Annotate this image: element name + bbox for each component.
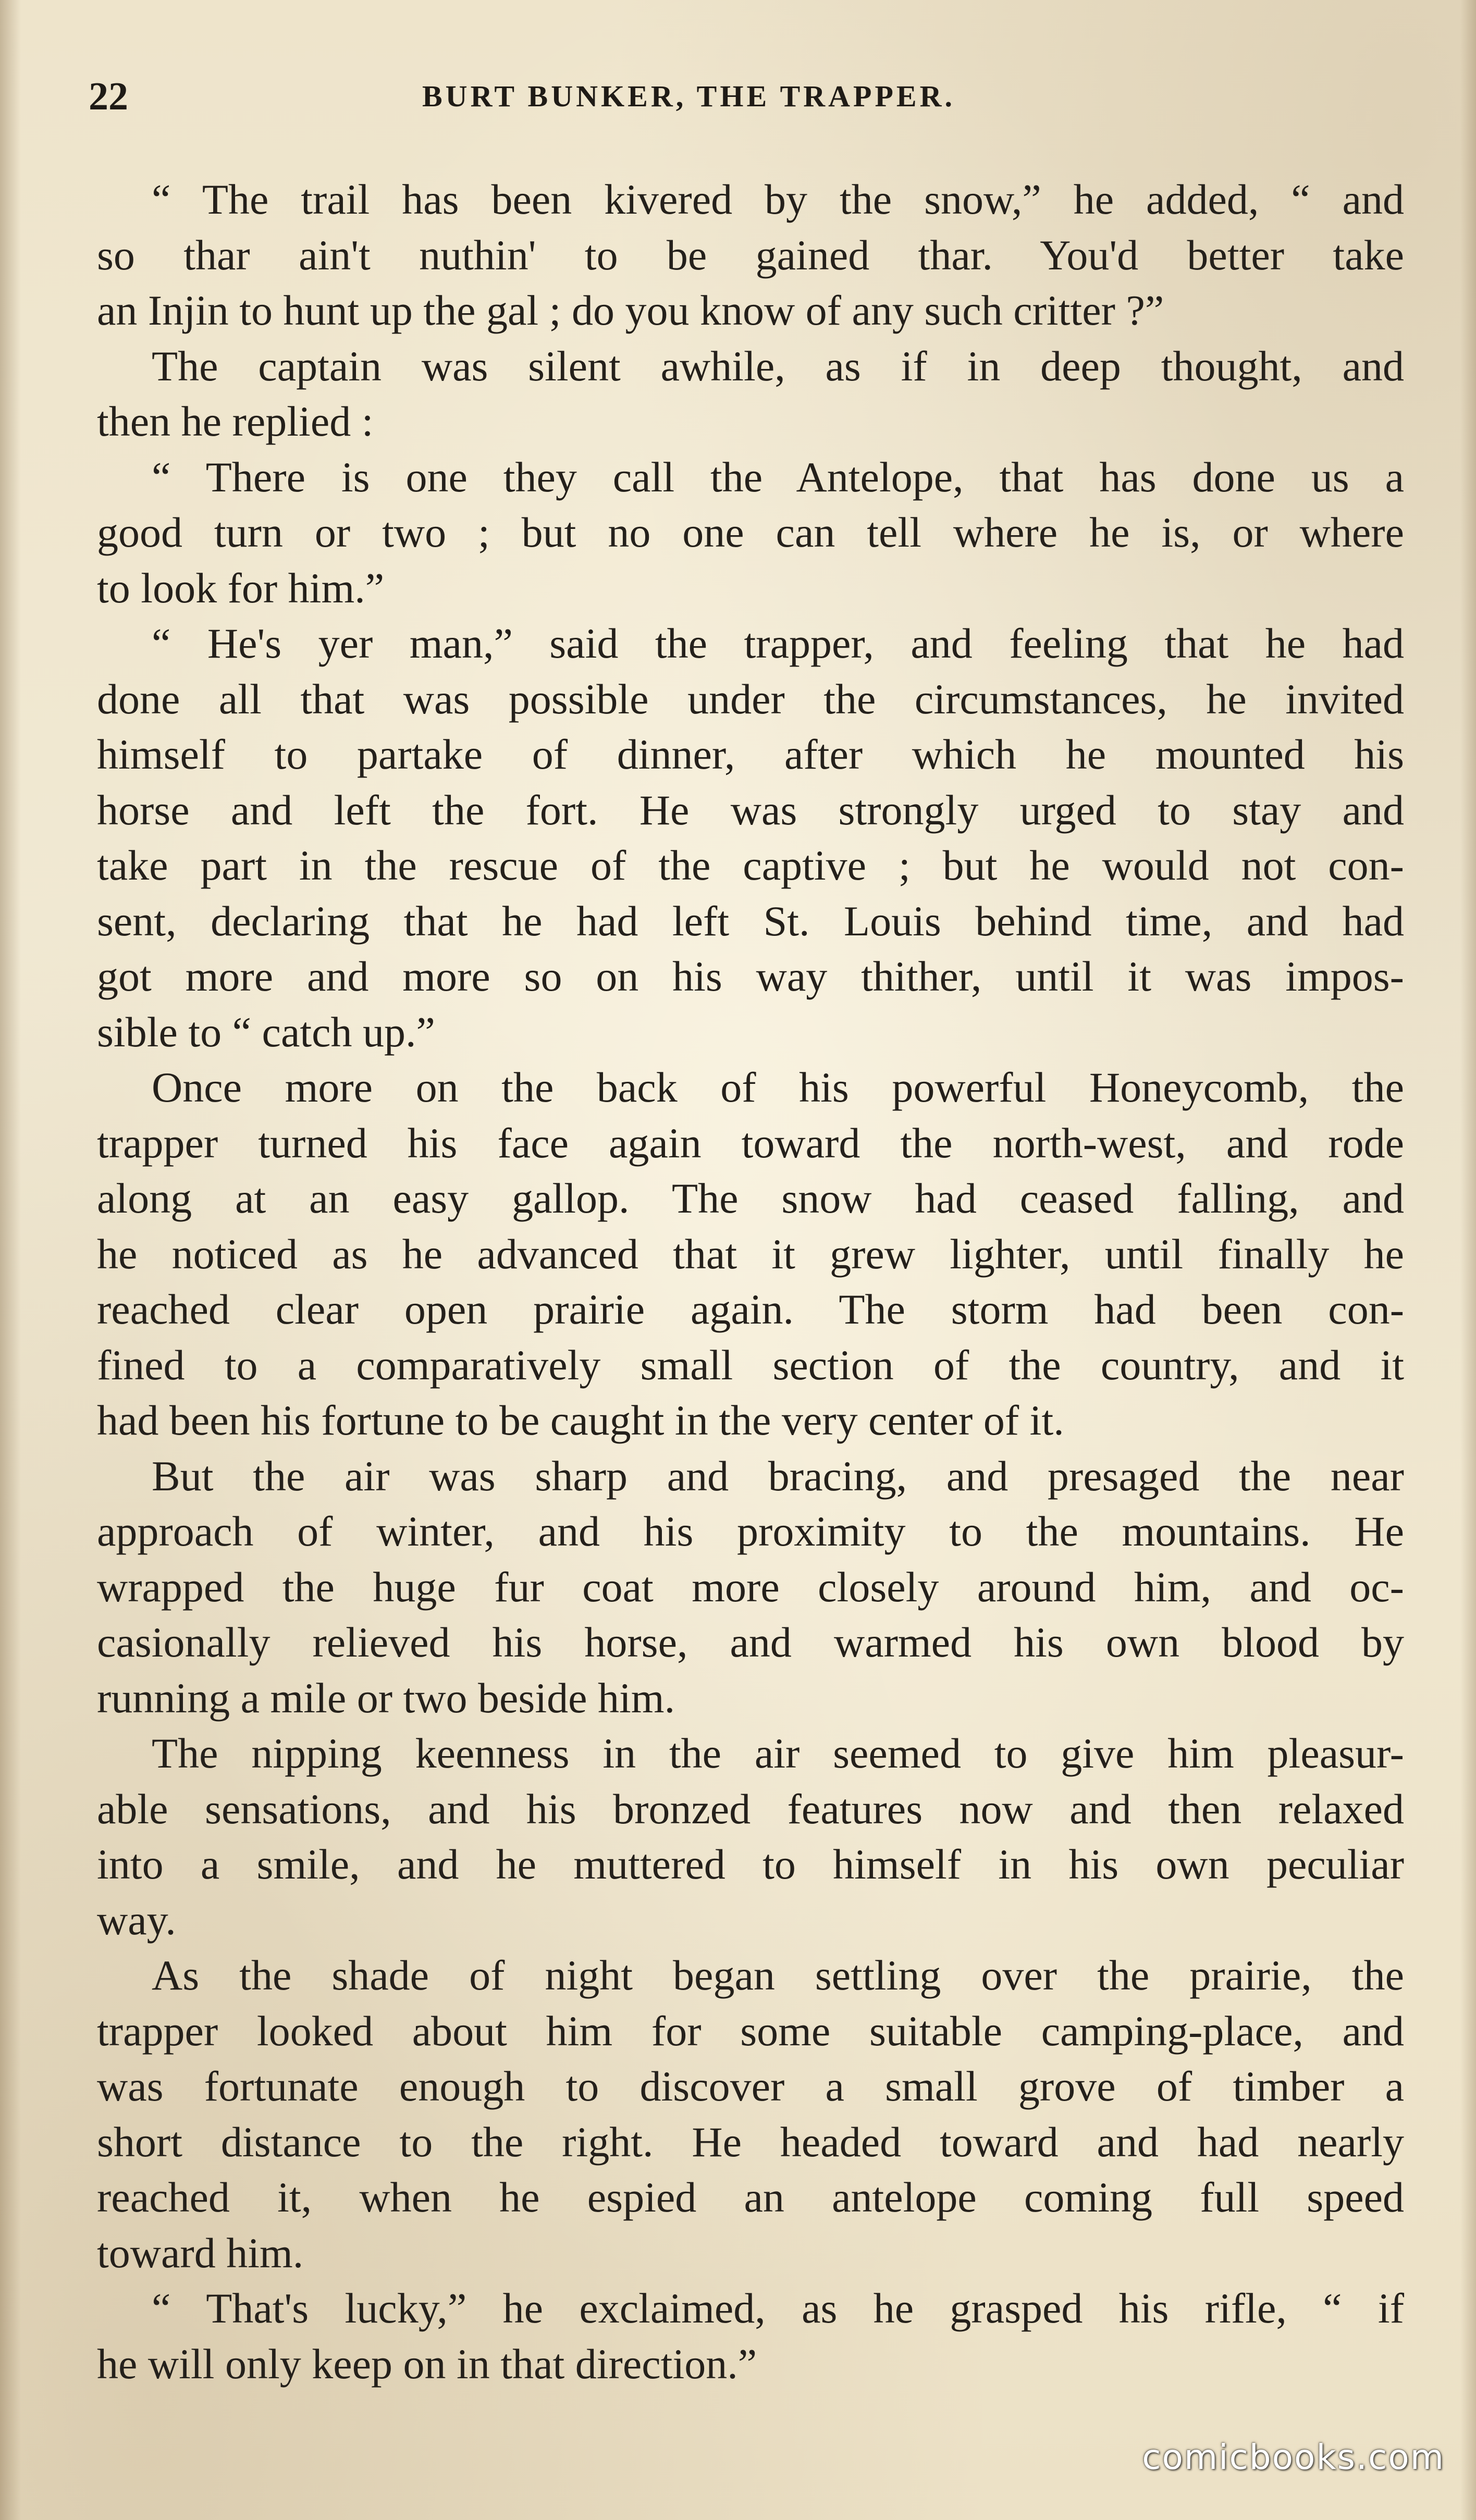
text-line: able sensations, and his bronzed features now and then relaxed — [97, 1785, 1404, 1833]
text-line: to look for him.” — [97, 564, 385, 612]
text-line: As the shade of night began settling over the prairie, the — [152, 1951, 1404, 1999]
text-line: But the air was sharp and bracing, and presaged the near — [152, 1452, 1404, 1500]
text-line: reached it, when he espied an antelope coming full speed — [97, 2173, 1404, 2221]
text-line: “ The trail has been kivered by the snow,” he added, “ and — [152, 176, 1404, 223]
text-line: sible to “ catch up.” — [97, 1008, 435, 1056]
text-line: himself to partake of dinner, after which he mounted his — [97, 731, 1404, 778]
text-line: he noticed as he advanced that it grew lighter, until finally he — [97, 1230, 1404, 1278]
text-line: Once more on the back of his powerful Honeycomb, the — [152, 1064, 1404, 1111]
text-line: trapper turned his face again toward the north-west, and rode — [97, 1119, 1404, 1167]
text-line: short distance to the right. He headed toward and had nearly — [97, 2118, 1404, 2166]
text-line: done all that was possible under the circumstances, he invited — [97, 675, 1404, 723]
text-line: take part in the rescue of the captive ; but he would not con- — [97, 842, 1404, 889]
text-line: got more and more so on his way thither, until it was impos- — [97, 953, 1404, 1000]
text-line: reached clear open prairie again. The storm had been con- — [97, 1286, 1404, 1333]
page-edge-shadow-right — [1460, 0, 1476, 2520]
watermark-text: comicbooks.com — [1142, 2437, 1445, 2477]
text-line: trapper looked about him for some suitable camping-place, and — [97, 2007, 1404, 2055]
text-line: good turn or two ; but no one can tell where he is, or where — [97, 509, 1404, 556]
text-line: had been his fortune to be caught in the very center of it. — [97, 1397, 1064, 1444]
text-line: toward him. — [97, 2229, 304, 2277]
running-head: BURT BUNKER, THE TRAPPER. — [422, 79, 955, 113]
page-edge-shadow-left — [0, 0, 21, 2520]
text-line: wrapped the huge fur coat more closely around him, and oc- — [97, 1563, 1404, 1611]
text-line: sent, declaring that he had left St. Louis behind time, and had — [97, 897, 1404, 945]
text-line: “ He's yer man,” said the trapper, and feeling that he had — [152, 620, 1404, 667]
text-line: so thar ain't nuthin' to be gained thar. You'd better take — [97, 231, 1404, 279]
text-line: approach of winter, and his proximity to the mountains. He — [97, 1508, 1404, 1555]
text-line: then he replied : — [97, 398, 374, 445]
text-line: casionally relieved his horse, and warmed his own blood by — [97, 1619, 1404, 1666]
text-line: along at an easy gallop. The snow had ceased falling, and — [97, 1175, 1404, 1222]
text-line: way. — [97, 1896, 176, 1944]
text-line: “ There is one they call the Antelope, that has done us a — [152, 453, 1404, 501]
text-line: was fortunate enough to discover a small grove of timber a — [97, 2062, 1404, 2110]
text-line: The captain was silent awhile, as if in deep thought, and — [152, 342, 1404, 390]
text-line: running a mile or two beside him. — [97, 1674, 675, 1722]
text-line: he will only keep on in that direction.” — [97, 2340, 757, 2388]
text-line: horse and left the fort. He was strongly urged to stay and — [97, 786, 1404, 834]
text-line: “ That's lucky,” he exclaimed, as he grasped his rifle, “ if — [152, 2284, 1404, 2332]
text-line: The nipping keenness in the air seemed to give him pleasur- — [152, 1730, 1404, 1777]
text-line: fined to a comparatively small section of the country, and it — [97, 1341, 1404, 1389]
body-text — [97, 172, 1404, 2392]
text-line: into a smile, and he muttered to himself in his own peculiar — [97, 1840, 1404, 1888]
page-number: 22 — [89, 75, 128, 118]
text-line: an Injin to hunt up the gal ; do you know of any such critter ?” — [97, 287, 1164, 334]
page-header — [89, 73, 1402, 120]
